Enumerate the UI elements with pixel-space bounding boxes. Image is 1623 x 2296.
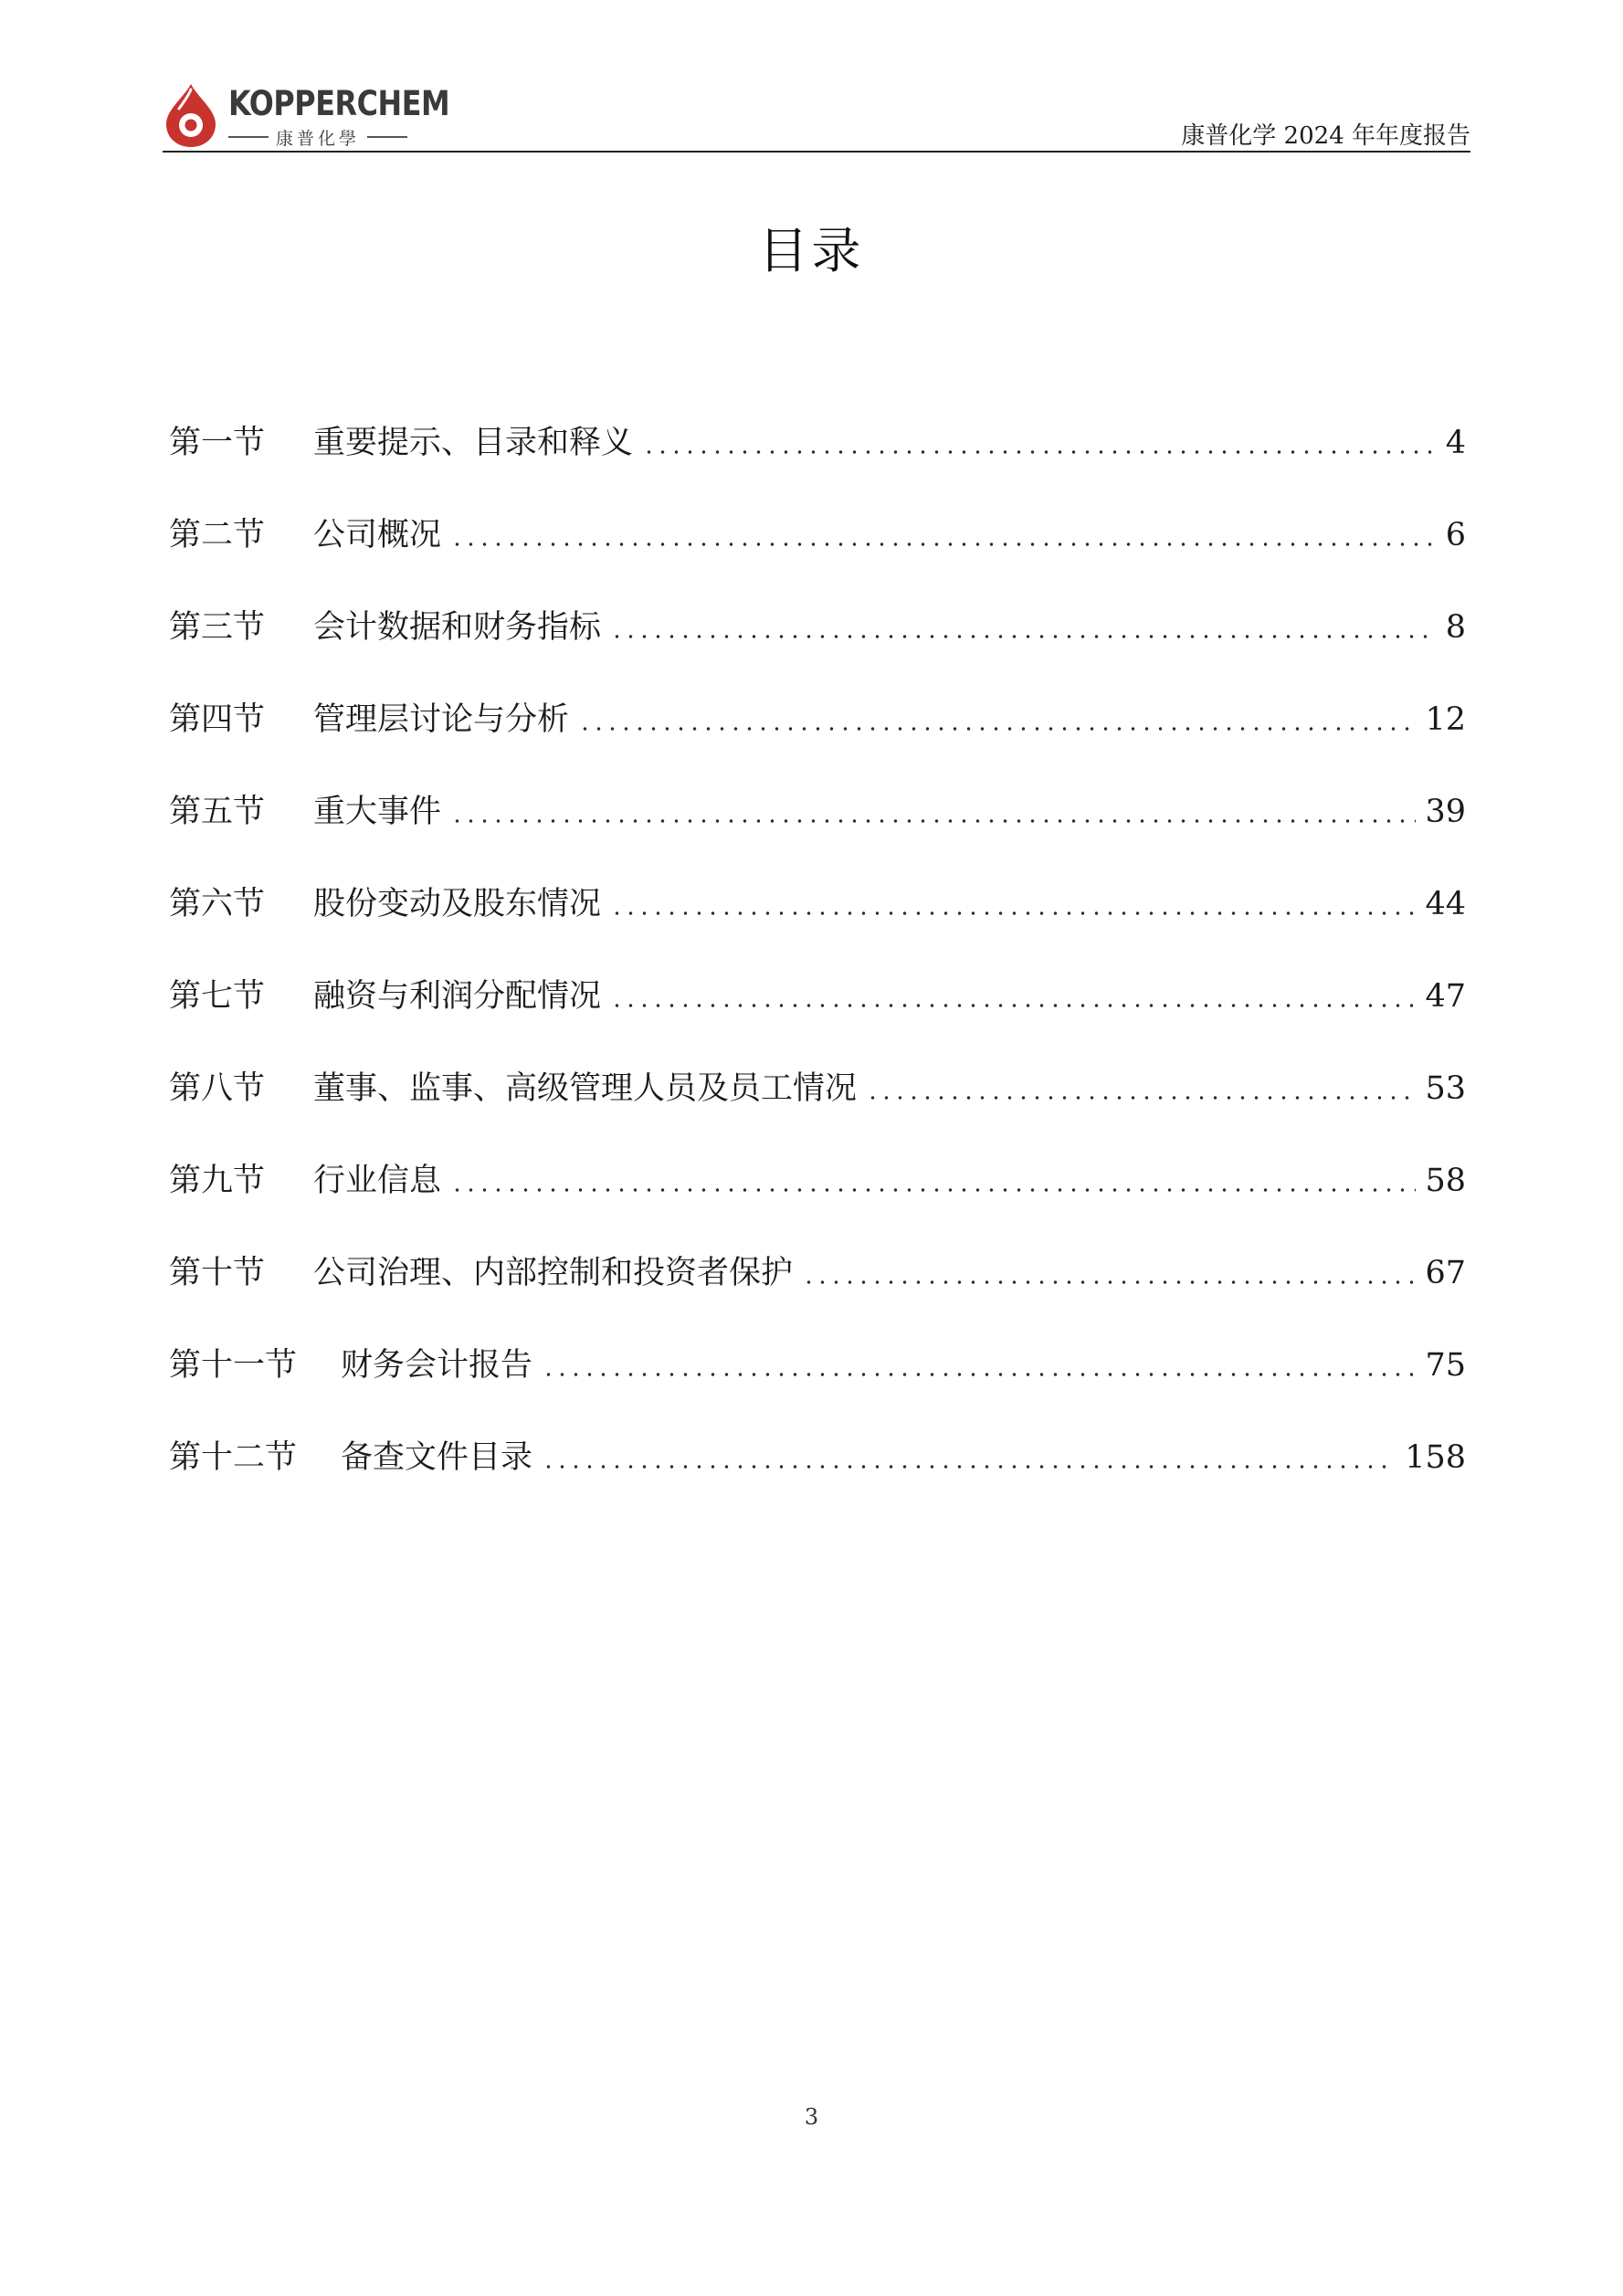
toc-section-title: 股份变动及股东情况 bbox=[313, 886, 602, 922]
toc-section-title: 会计数据和财务指标 bbox=[313, 609, 602, 646]
toc-section-number: 第十一节 bbox=[169, 1347, 298, 1384]
toc-section-number: 第八节 bbox=[169, 1070, 266, 1107]
toc-section-number: 第五节 bbox=[169, 794, 266, 830]
toc-section-title: 重大事件 bbox=[313, 794, 442, 830]
toc-section-number: 第七节 bbox=[169, 978, 266, 1015]
toc-entry[interactable] bbox=[169, 420, 1466, 512]
toc-section-number: 第一节 bbox=[169, 425, 266, 461]
toc-section-title: 备查文件目录 bbox=[341, 1439, 533, 1476]
toc-section-title: 融资与利润分配情况 bbox=[313, 978, 602, 1015]
toc-section-number: 第十二节 bbox=[169, 1439, 298, 1476]
toc-page-number: 158 bbox=[1405, 1439, 1466, 1476]
toc-section-title: 管理层讨论与分析 bbox=[313, 701, 570, 738]
toc-page-number: 75 bbox=[1425, 1347, 1466, 1384]
toc-page-number: 4 bbox=[1445, 425, 1466, 461]
logo-subtitle bbox=[228, 126, 407, 148]
toc-dot-leader bbox=[642, 420, 1437, 466]
toc-section-number: 第三节 bbox=[169, 609, 266, 646]
toc-section-number: 第十节 bbox=[169, 1255, 266, 1291]
toc-dot-leader bbox=[610, 974, 1416, 1019]
toc-dot-leader bbox=[542, 1435, 1396, 1480]
toc-page-number: 12 bbox=[1425, 701, 1466, 738]
toc-dot-leader bbox=[578, 697, 1416, 743]
toc-dot-leader bbox=[450, 512, 1437, 558]
table-of-contents bbox=[169, 420, 1466, 1527]
toc-entry[interactable] bbox=[169, 1435, 1466, 1527]
toc-entry[interactable] bbox=[169, 605, 1466, 697]
toc-section-number: 第四节 bbox=[169, 701, 266, 738]
report-title: 康普化学 2024 年年度报告 bbox=[1181, 122, 1470, 150]
toc-dot-leader bbox=[542, 1343, 1416, 1388]
toc-entry[interactable] bbox=[169, 1158, 1466, 1250]
toc-section-title: 财务会计报告 bbox=[341, 1347, 533, 1384]
drop-logo-icon bbox=[163, 82, 219, 148]
toc-section-number: 第九节 bbox=[169, 1163, 266, 1199]
toc-entry[interactable] bbox=[169, 1250, 1466, 1343]
logo-rule-right bbox=[367, 136, 407, 138]
toc-dot-leader bbox=[866, 1066, 1416, 1111]
toc-dot-leader bbox=[802, 1250, 1416, 1296]
toc-section-title: 重要提示、目录和释义 bbox=[313, 425, 634, 461]
toc-entry[interactable] bbox=[169, 697, 1466, 789]
logo-rule-left bbox=[228, 136, 269, 138]
toc-entry[interactable] bbox=[169, 789, 1466, 881]
toc-section-title: 公司治理、内部控制和投资者保护 bbox=[313, 1255, 794, 1291]
toc-page-number: 47 bbox=[1425, 978, 1466, 1015]
page-number: 3 bbox=[804, 2104, 819, 2130]
toc-section-title: 行业信息 bbox=[313, 1163, 442, 1199]
toc-page-number: 6 bbox=[1445, 517, 1466, 553]
toc-section-number: 第六节 bbox=[169, 886, 266, 922]
toc-dot-leader bbox=[610, 605, 1437, 650]
toc-section-title: 公司概况 bbox=[313, 517, 442, 553]
toc-page-number: 44 bbox=[1425, 886, 1466, 922]
toc-entry[interactable] bbox=[169, 1066, 1466, 1158]
toc-dot-leader bbox=[610, 881, 1416, 927]
toc-entry[interactable] bbox=[169, 1343, 1466, 1435]
toc-page-number: 39 bbox=[1425, 794, 1466, 830]
page-header bbox=[163, 80, 1470, 152]
toc-page-number: 8 bbox=[1445, 609, 1466, 646]
logo-subtitle-text: 康普化學 bbox=[276, 128, 361, 149]
toc-entry[interactable] bbox=[169, 881, 1466, 974]
toc-page-number: 58 bbox=[1425, 1163, 1466, 1199]
toc-page-number: 67 bbox=[1425, 1255, 1466, 1291]
toc-entry[interactable] bbox=[169, 512, 1466, 605]
toc-section-number: 第二节 bbox=[169, 517, 266, 553]
logo-wordmark: KOPPERCHEM bbox=[228, 84, 450, 123]
toc-dot-leader bbox=[450, 1158, 1416, 1204]
toc-section-title: 董事、监事、高级管理人员及员工情况 bbox=[313, 1070, 858, 1107]
page-title: 目录 bbox=[758, 222, 865, 279]
company-logo bbox=[163, 80, 450, 150]
toc-dot-leader bbox=[450, 789, 1416, 835]
toc-entry[interactable] bbox=[169, 974, 1466, 1066]
header-divider bbox=[163, 151, 1470, 153]
toc-page-number: 53 bbox=[1425, 1070, 1466, 1107]
